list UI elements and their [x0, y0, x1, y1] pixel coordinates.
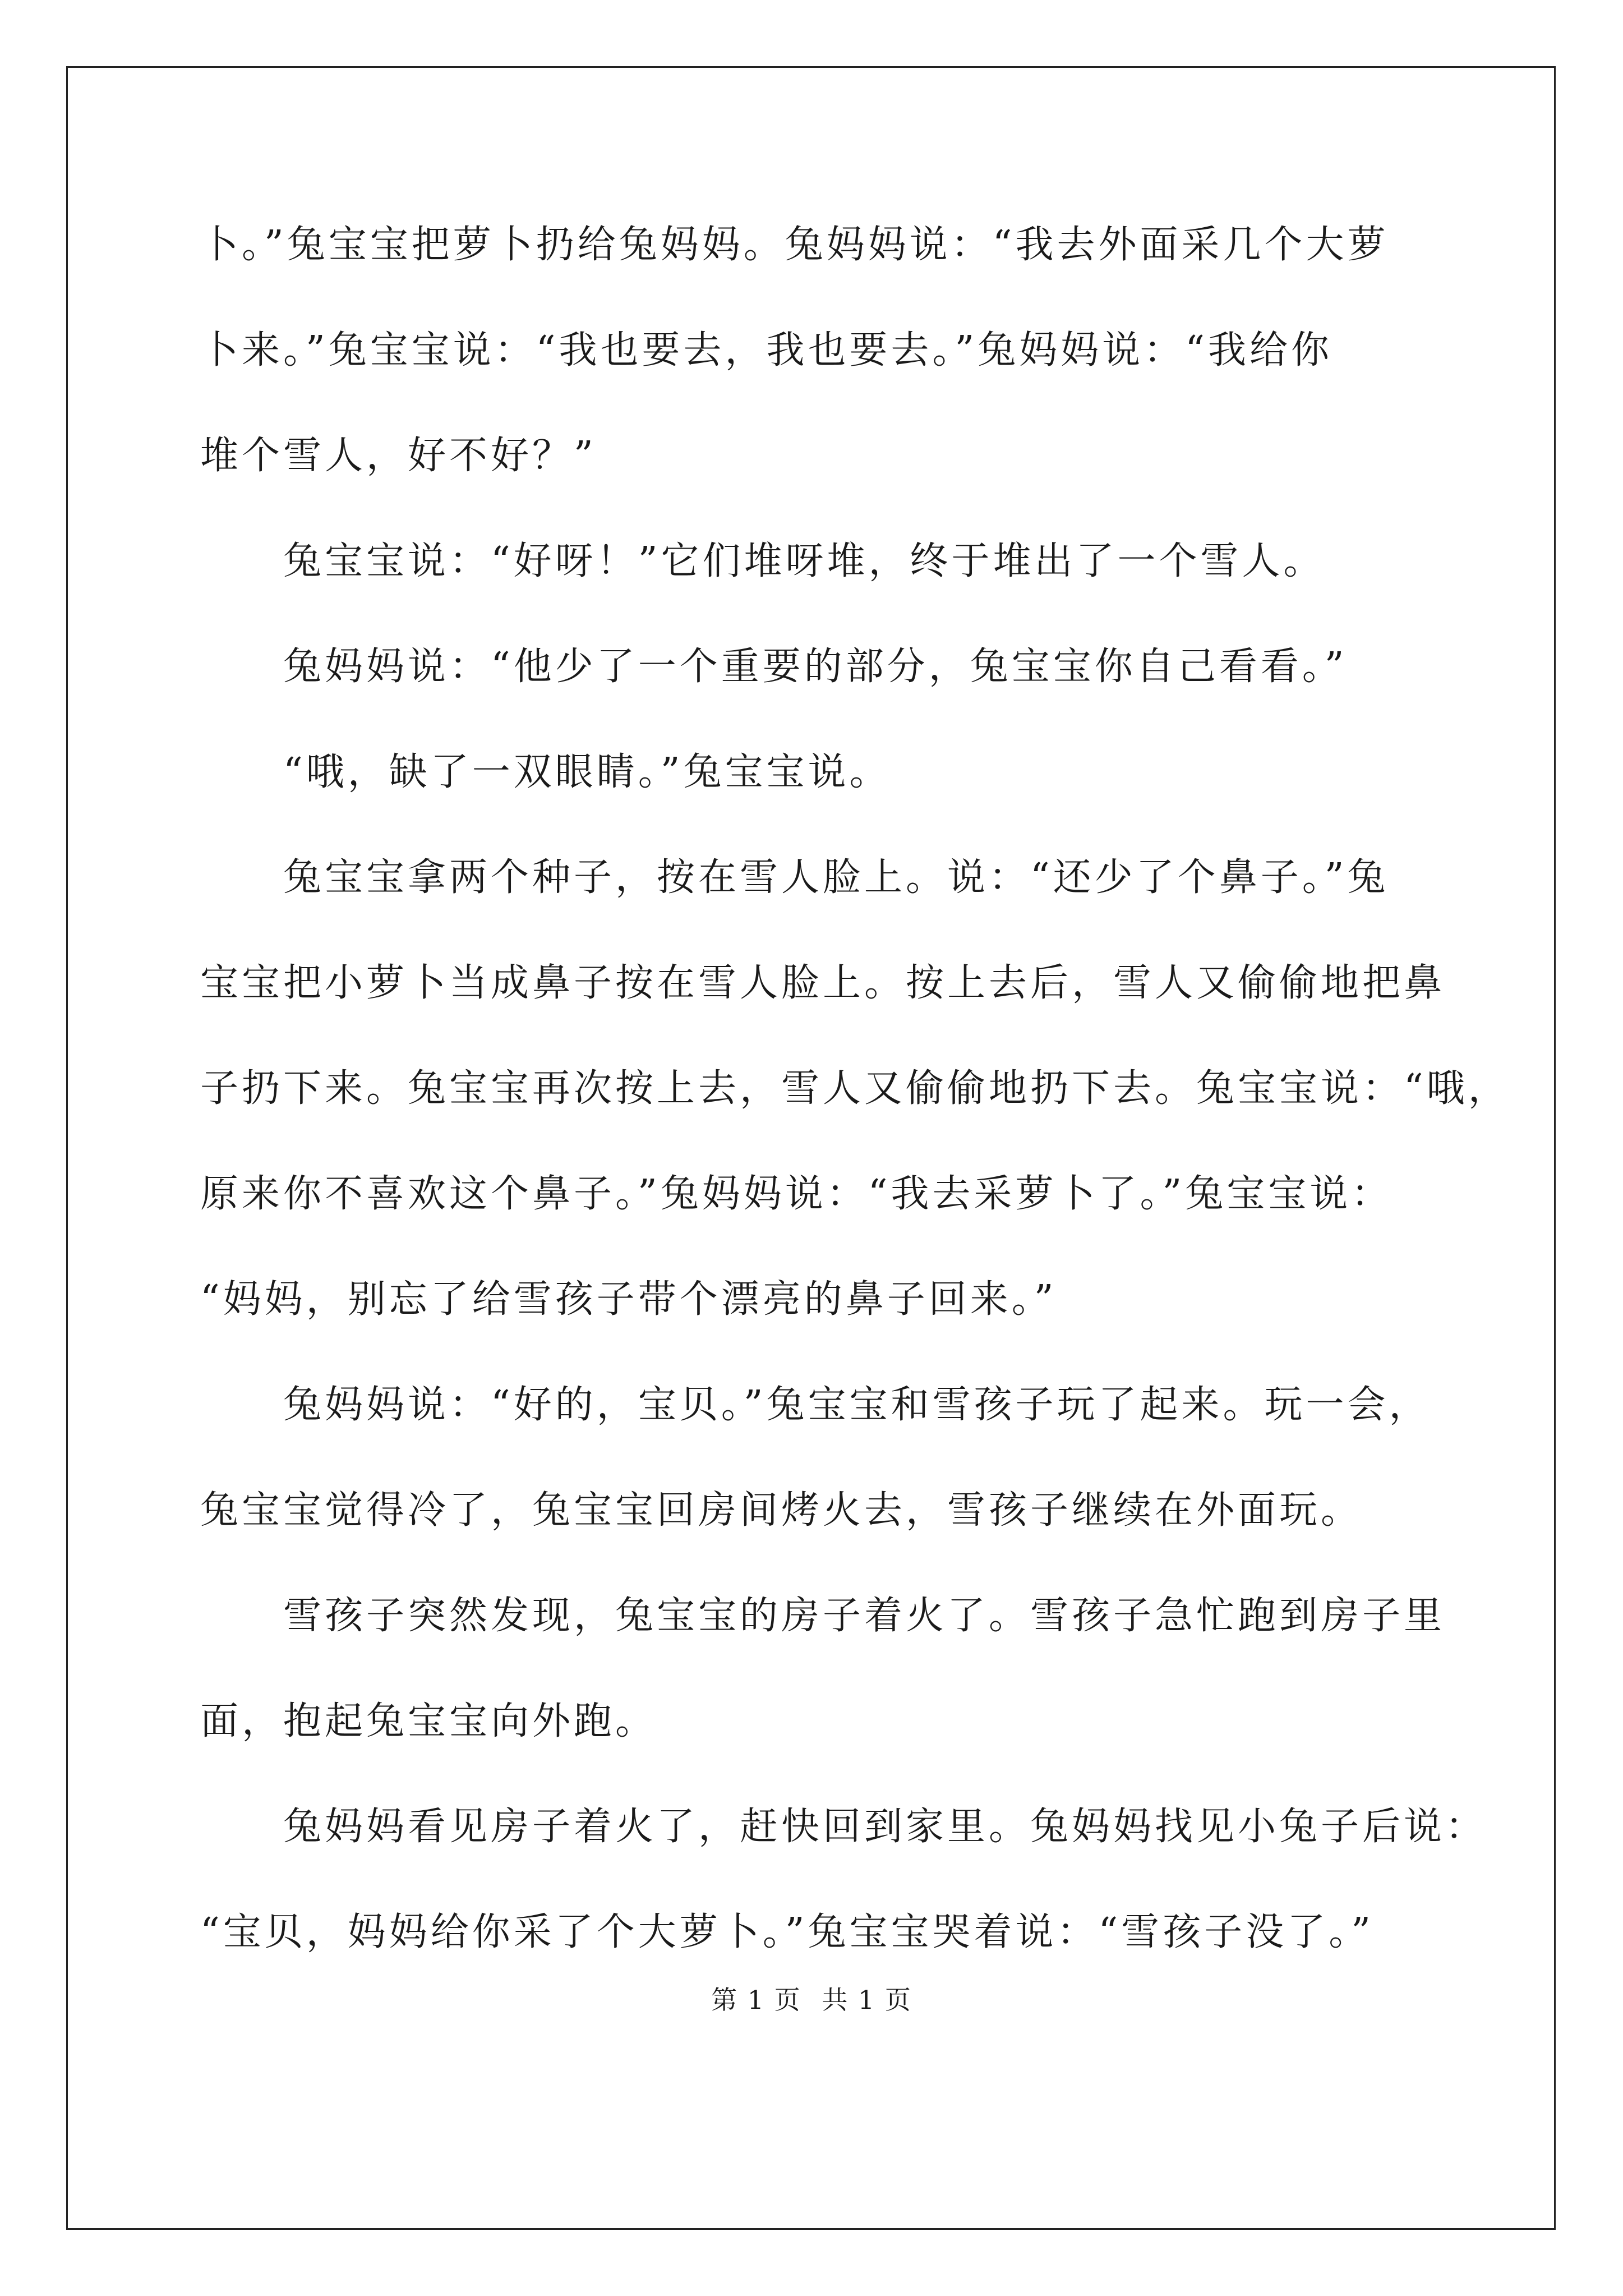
text-line: 兔宝宝觉得冷了，兔宝宝回房间烤火去，雪孩子继续在外面玩。: [200, 1488, 1363, 1533]
page-number: 第 1 页: [711, 1985, 801, 2015]
text-line: 面，抱起兔宝宝向外跑。: [200, 1699, 657, 1743]
page-footer: [0, 1983, 1623, 2017]
text-line: 兔妈妈说：“好的，宝贝。”兔宝宝和雪孩子玩了起来。玩一会，: [283, 1383, 1431, 1427]
text-line: 兔宝宝拿两个种子，按在雪人脸上。说：“还少了个鼻子。”兔: [283, 855, 1389, 900]
text-line: 兔宝宝说：“好呀！”它们堆呀堆，终于堆出了一个雪人。: [283, 539, 1325, 583]
text-line: “妈妈，别忘了给雪孩子带个漂亮的鼻子回来。”: [200, 1277, 1057, 1322]
text-line: 宝宝把小萝卜当成鼻子按在雪人脸上。按上去后，雪人又偷偷地把鼻: [200, 961, 1446, 1005]
text-line: 卜来。”兔宝宝说：“我也要去，我也要去。”兔妈妈说：“我给你: [200, 328, 1333, 372]
page-total: 共 1 页: [822, 1985, 912, 2015]
text-line: 兔妈妈看见房子着火了，赶快回到家里。兔妈妈找见小兔子后说：: [283, 1805, 1487, 1849]
document-body: [200, 210, 1510, 2003]
text-line: “哦，缺了一双眼睛。”兔宝宝说。: [283, 750, 891, 794]
text-line: 卜。”兔宝宝把萝卜扔给兔妈妈。兔妈妈说：“我去外面采几个大萝: [200, 223, 1389, 267]
text-line: 兔妈妈说：“他少了一个重要的部分，兔宝宝你自己看看。”: [283, 645, 1348, 689]
text-line: “宝贝，妈妈给你采了个大萝卜。”兔宝宝哭着说：“雪孩子没了。”: [200, 1910, 1375, 1954]
text-line: 堆个雪人，好不好？”: [200, 434, 597, 478]
text-line: 原来你不喜欢这个鼻子。”兔妈妈说：“我去采萝卜了。”兔宝宝说：: [200, 1172, 1393, 1216]
text-line: 雪孩子突然发现，兔宝宝的房子着火了。雪孩子急忙跑到房子里: [283, 1594, 1446, 1638]
text-line: 子扔下来。兔宝宝再次按上去，雪人又偷偷地扔下去。兔宝宝说：“哦，: [200, 1066, 1510, 1111]
